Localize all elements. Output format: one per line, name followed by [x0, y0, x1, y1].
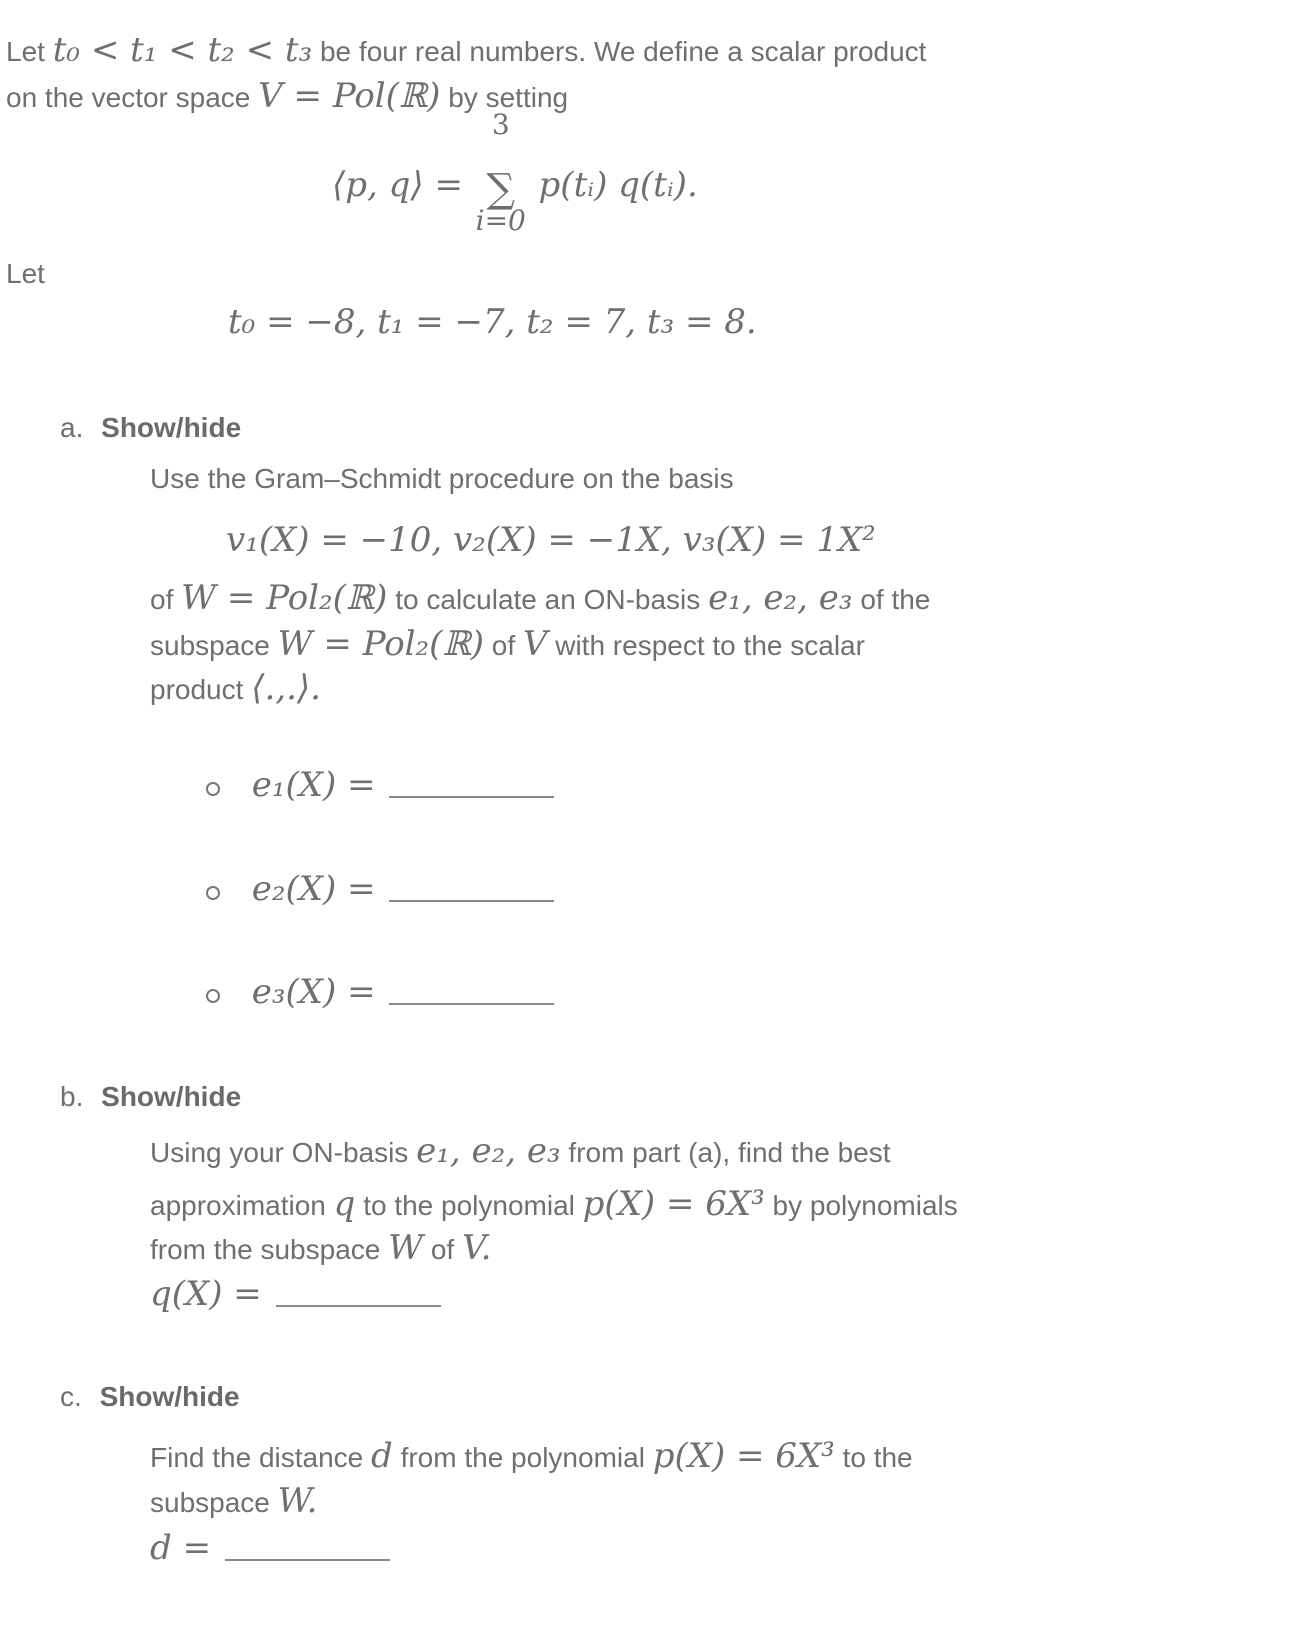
- text: to the: [842, 1442, 913, 1473]
- text: with respect to the scalar: [555, 630, 865, 661]
- show-hide-toggle-b[interactable]: Show/hide: [101, 1081, 242, 1112]
- answer-label: d =: [150, 1528, 212, 1568]
- scalar-product-formula: [332, 107, 698, 237]
- answer-e2: [206, 869, 554, 909]
- text: by polynomials: [772, 1190, 958, 1221]
- text: product: [150, 674, 244, 705]
- answer-e1: [206, 765, 554, 805]
- math: p(X) = 6X³: [652, 1436, 835, 1476]
- intro-text: by setting: [448, 82, 569, 113]
- math: q: [333, 1184, 356, 1224]
- let-label: Let: [6, 258, 45, 289]
- part-a-line-3: [150, 624, 865, 664]
- answer-label: q(X) =: [150, 1274, 262, 1314]
- part-c-line-2: [150, 1481, 317, 1521]
- math: e₁, e₂, e₃: [416, 1131, 561, 1171]
- math-inequality: t₀ < t₁ < t₂ < t₃: [52, 30, 313, 70]
- text: subspace: [150, 630, 270, 661]
- part-b-line-3: [150, 1228, 491, 1268]
- part-c-line-1: [150, 1436, 913, 1476]
- sigma-icon: ∑: [486, 165, 516, 212]
- math: V: [522, 624, 548, 664]
- text: of: [491, 630, 516, 661]
- text: of the: [860, 584, 931, 615]
- show-hide-toggle-c[interactable]: Show/hide: [99, 1381, 240, 1412]
- answer-e3: [206, 972, 554, 1012]
- text: approximation: [150, 1190, 326, 1221]
- text: from the polynomial: [400, 1442, 645, 1473]
- part-b-line-1: [150, 1131, 891, 1171]
- answer-input-q[interactable]: [276, 1285, 441, 1307]
- part-b-line-2: [150, 1184, 958, 1224]
- bullet-icon: [206, 989, 220, 1003]
- text: of: [150, 584, 174, 615]
- bullet-icon: [206, 782, 220, 796]
- formula-body: p(tᵢ) q(tᵢ).: [538, 165, 698, 205]
- math: p(X) = 6X³: [582, 1184, 765, 1224]
- text: from part (a), find the best: [568, 1137, 891, 1168]
- text: of: [430, 1234, 455, 1265]
- part-c-header: [60, 1381, 240, 1413]
- text: from the subspace: [150, 1234, 381, 1265]
- part-letter: b.: [60, 1081, 84, 1112]
- summation: [471, 107, 531, 237]
- part-b-header: [60, 1081, 241, 1113]
- bullet-icon: [206, 886, 220, 900]
- intro-text: on the vector space: [6, 82, 251, 113]
- answer-label: e₃(X) =: [251, 972, 376, 1012]
- intro-text: be four real numbers. We define a scalar product: [319, 36, 927, 67]
- math: W = Pol₂(ℝ): [181, 578, 388, 618]
- text: to the polynomial: [363, 1190, 575, 1221]
- answer-input-e3[interactable]: [389, 983, 554, 1005]
- answer-input-d[interactable]: [225, 1539, 390, 1561]
- part-a-header: [60, 412, 241, 444]
- t-values: t₀ = −8, t₁ = −7, t₂ = 7, t₃ = 8.: [228, 302, 757, 342]
- formula-lhs: ⟨p, q⟩ =: [332, 165, 463, 205]
- math: e₁, e₂, e₃: [708, 578, 853, 618]
- answer-q: [150, 1274, 441, 1314]
- basis-vectors: v₁(X) = −10, v₂(X) = −1X, v₃(X) = 1X²: [226, 520, 876, 560]
- sum-lower-limit: i=0: [475, 203, 526, 237]
- math-vector-space: V = Pol(ℝ): [258, 76, 441, 116]
- text: subspace: [150, 1487, 270, 1518]
- text: Find the distance: [150, 1442, 364, 1473]
- math: ⟨.,.⟩.: [251, 668, 321, 708]
- part-a-line-2: [150, 578, 930, 618]
- part-a-text: Use the Gram–Schmidt procedure on the basis: [150, 463, 734, 494]
- math: W.: [277, 1481, 318, 1521]
- text: to calculate an ON-basis: [395, 584, 701, 615]
- show-hide-toggle-a[interactable]: Show/hide: [101, 412, 242, 443]
- text: Using your ON-basis: [150, 1137, 409, 1168]
- answer-input-e1[interactable]: [389, 776, 554, 798]
- answer-input-e2[interactable]: [389, 880, 554, 902]
- answer-label: e₁(X) =: [251, 765, 376, 805]
- intro-text: Let: [6, 36, 45, 67]
- part-letter: a.: [60, 412, 84, 443]
- math: V.: [462, 1228, 492, 1268]
- intro-line-1: [6, 30, 926, 70]
- answer-label: e₂(X) =: [251, 869, 376, 909]
- part-letter: c.: [60, 1381, 82, 1412]
- part-a-line-4: [150, 668, 321, 708]
- sum-upper-limit: 3: [491, 107, 510, 141]
- answer-d: [150, 1528, 390, 1568]
- math: W: [388, 1228, 424, 1268]
- math: d: [371, 1436, 393, 1476]
- math: W = Pol₂(ℝ): [277, 624, 484, 664]
